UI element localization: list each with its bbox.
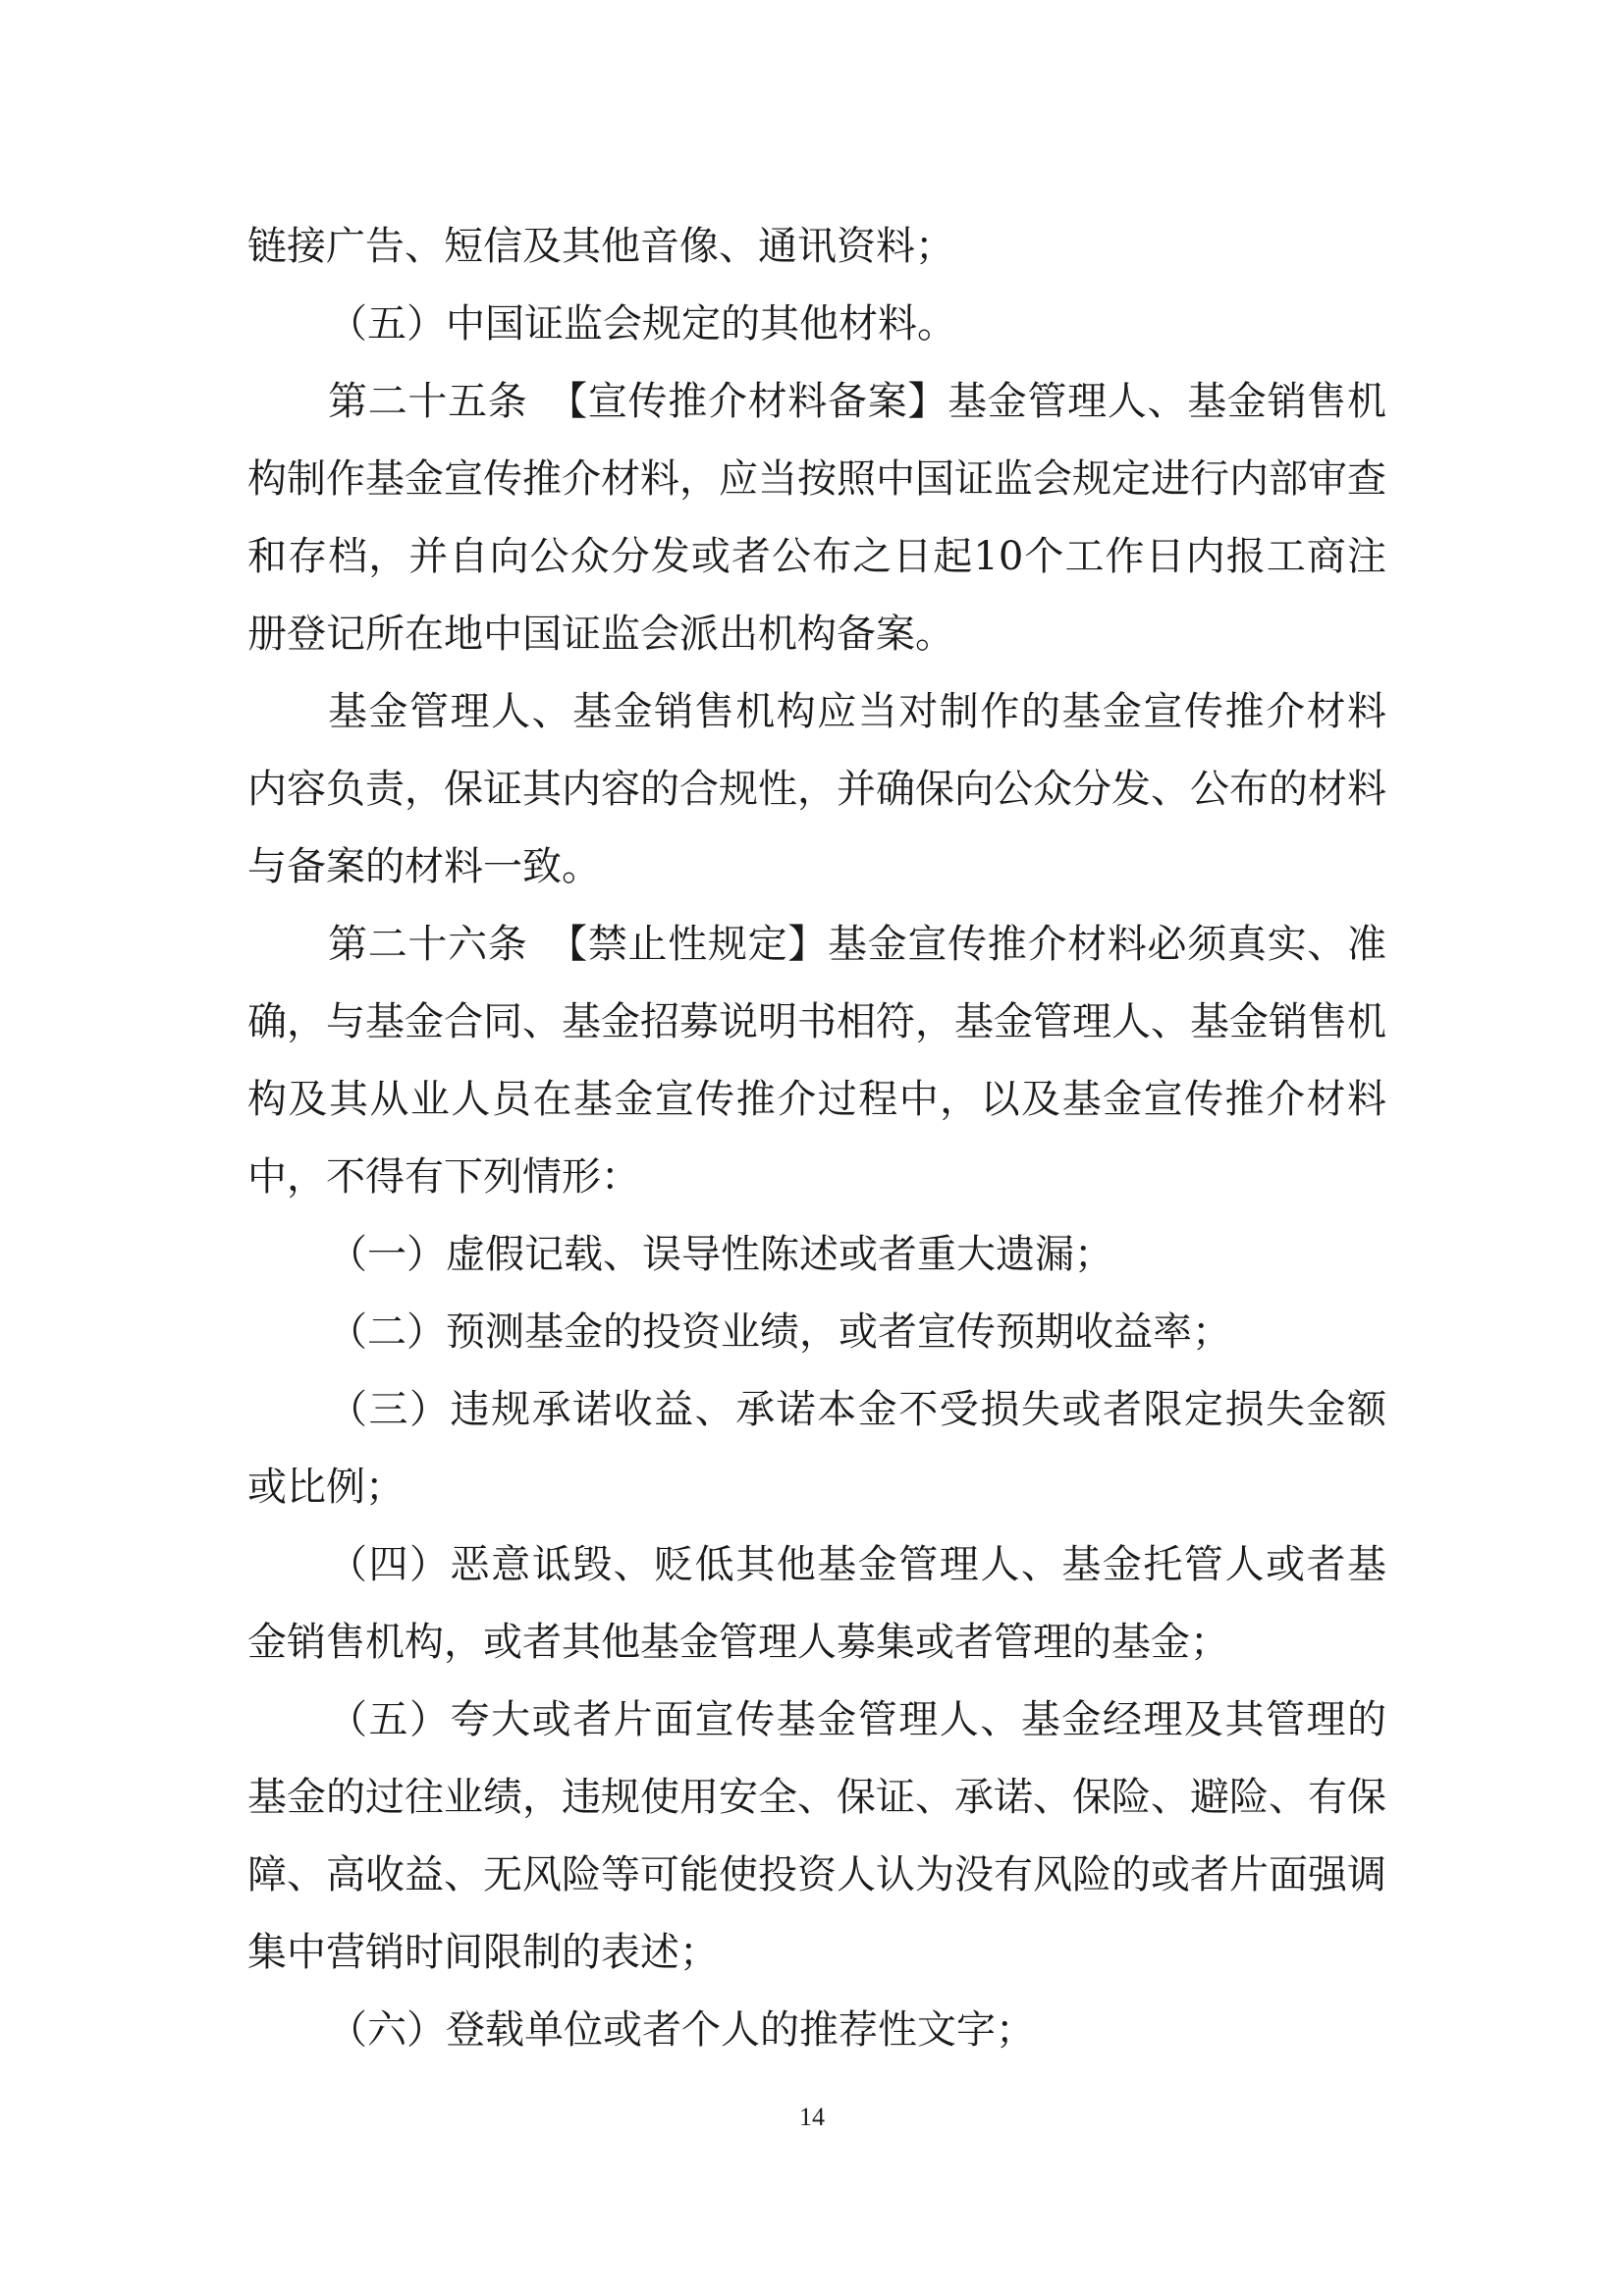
paragraph-item-6: （六）登载单位或者个人的推荐性文字； (328, 2007, 1035, 2053)
paragraph-item-5-b: （五）夸大或者片面宣传基金管理人、基金经理及其管理的基金的过往业绩，违规使用安全、保证、承诺、保险、避险、有保障、高收益、无风险等可能使投资人认为没有风险的或者片面强调集中营销时间限制的表述； (247, 1697, 1386, 1975)
page-number: 14 (799, 2103, 825, 2131)
paragraph-article-25-clause-2: 基金管理人、基金销售机构应当对制作的基金宣传推介材料内容负责，保证其内容的合规性，并确保向公众分发、公布的材料与备案的材料一致。 (247, 689, 1386, 889)
paragraph-continuation: 链接广告、短信及其他音像、通讯资料； (247, 224, 954, 269)
paragraph-item-3: （三）违规承诺收益、承诺本金不受损失或者限定损失金额或比例； (247, 1387, 1386, 1510)
paragraph-item-1: （一）虚假记载、误导性陈述或者重大遗漏； (328, 1232, 1113, 1277)
paragraph-item-5: （五）中国证监会规定的其他材料。 (328, 301, 956, 347)
paragraph-item-2: （二）预测基金的投资业绩，或者宣传预期收益率； (328, 1309, 1231, 1355)
paragraph-item-4: （四）恶意诋毁、贬低其他基金管理人、基金托管人或者基金销售机构，或者其他基金管理人募集或者管理的基金； (247, 1542, 1386, 1665)
document-body (247, 208, 1386, 2069)
paragraph-article-25: 第二十五条 【宣传推介材料备案】基金管理人、基金销售机构制作基金宣传推介材料，应当按照中国证监会规定进行内部审查和存档，并自向公众分发或者公布之日起10个工作日内报工商注册登记所在地中国证监会派出机构备案。 (247, 379, 1386, 657)
paragraph-article-26: 第二十六条 【禁止性规定】基金宣传推介材料必须真实、准确，与基金合同、基金招募说明书相符，基金管理人、基金销售机构及其从业人员在基金宣传推介过程中，以及基金宣传推介材料中，不得有下列情形： (247, 922, 1386, 1200)
